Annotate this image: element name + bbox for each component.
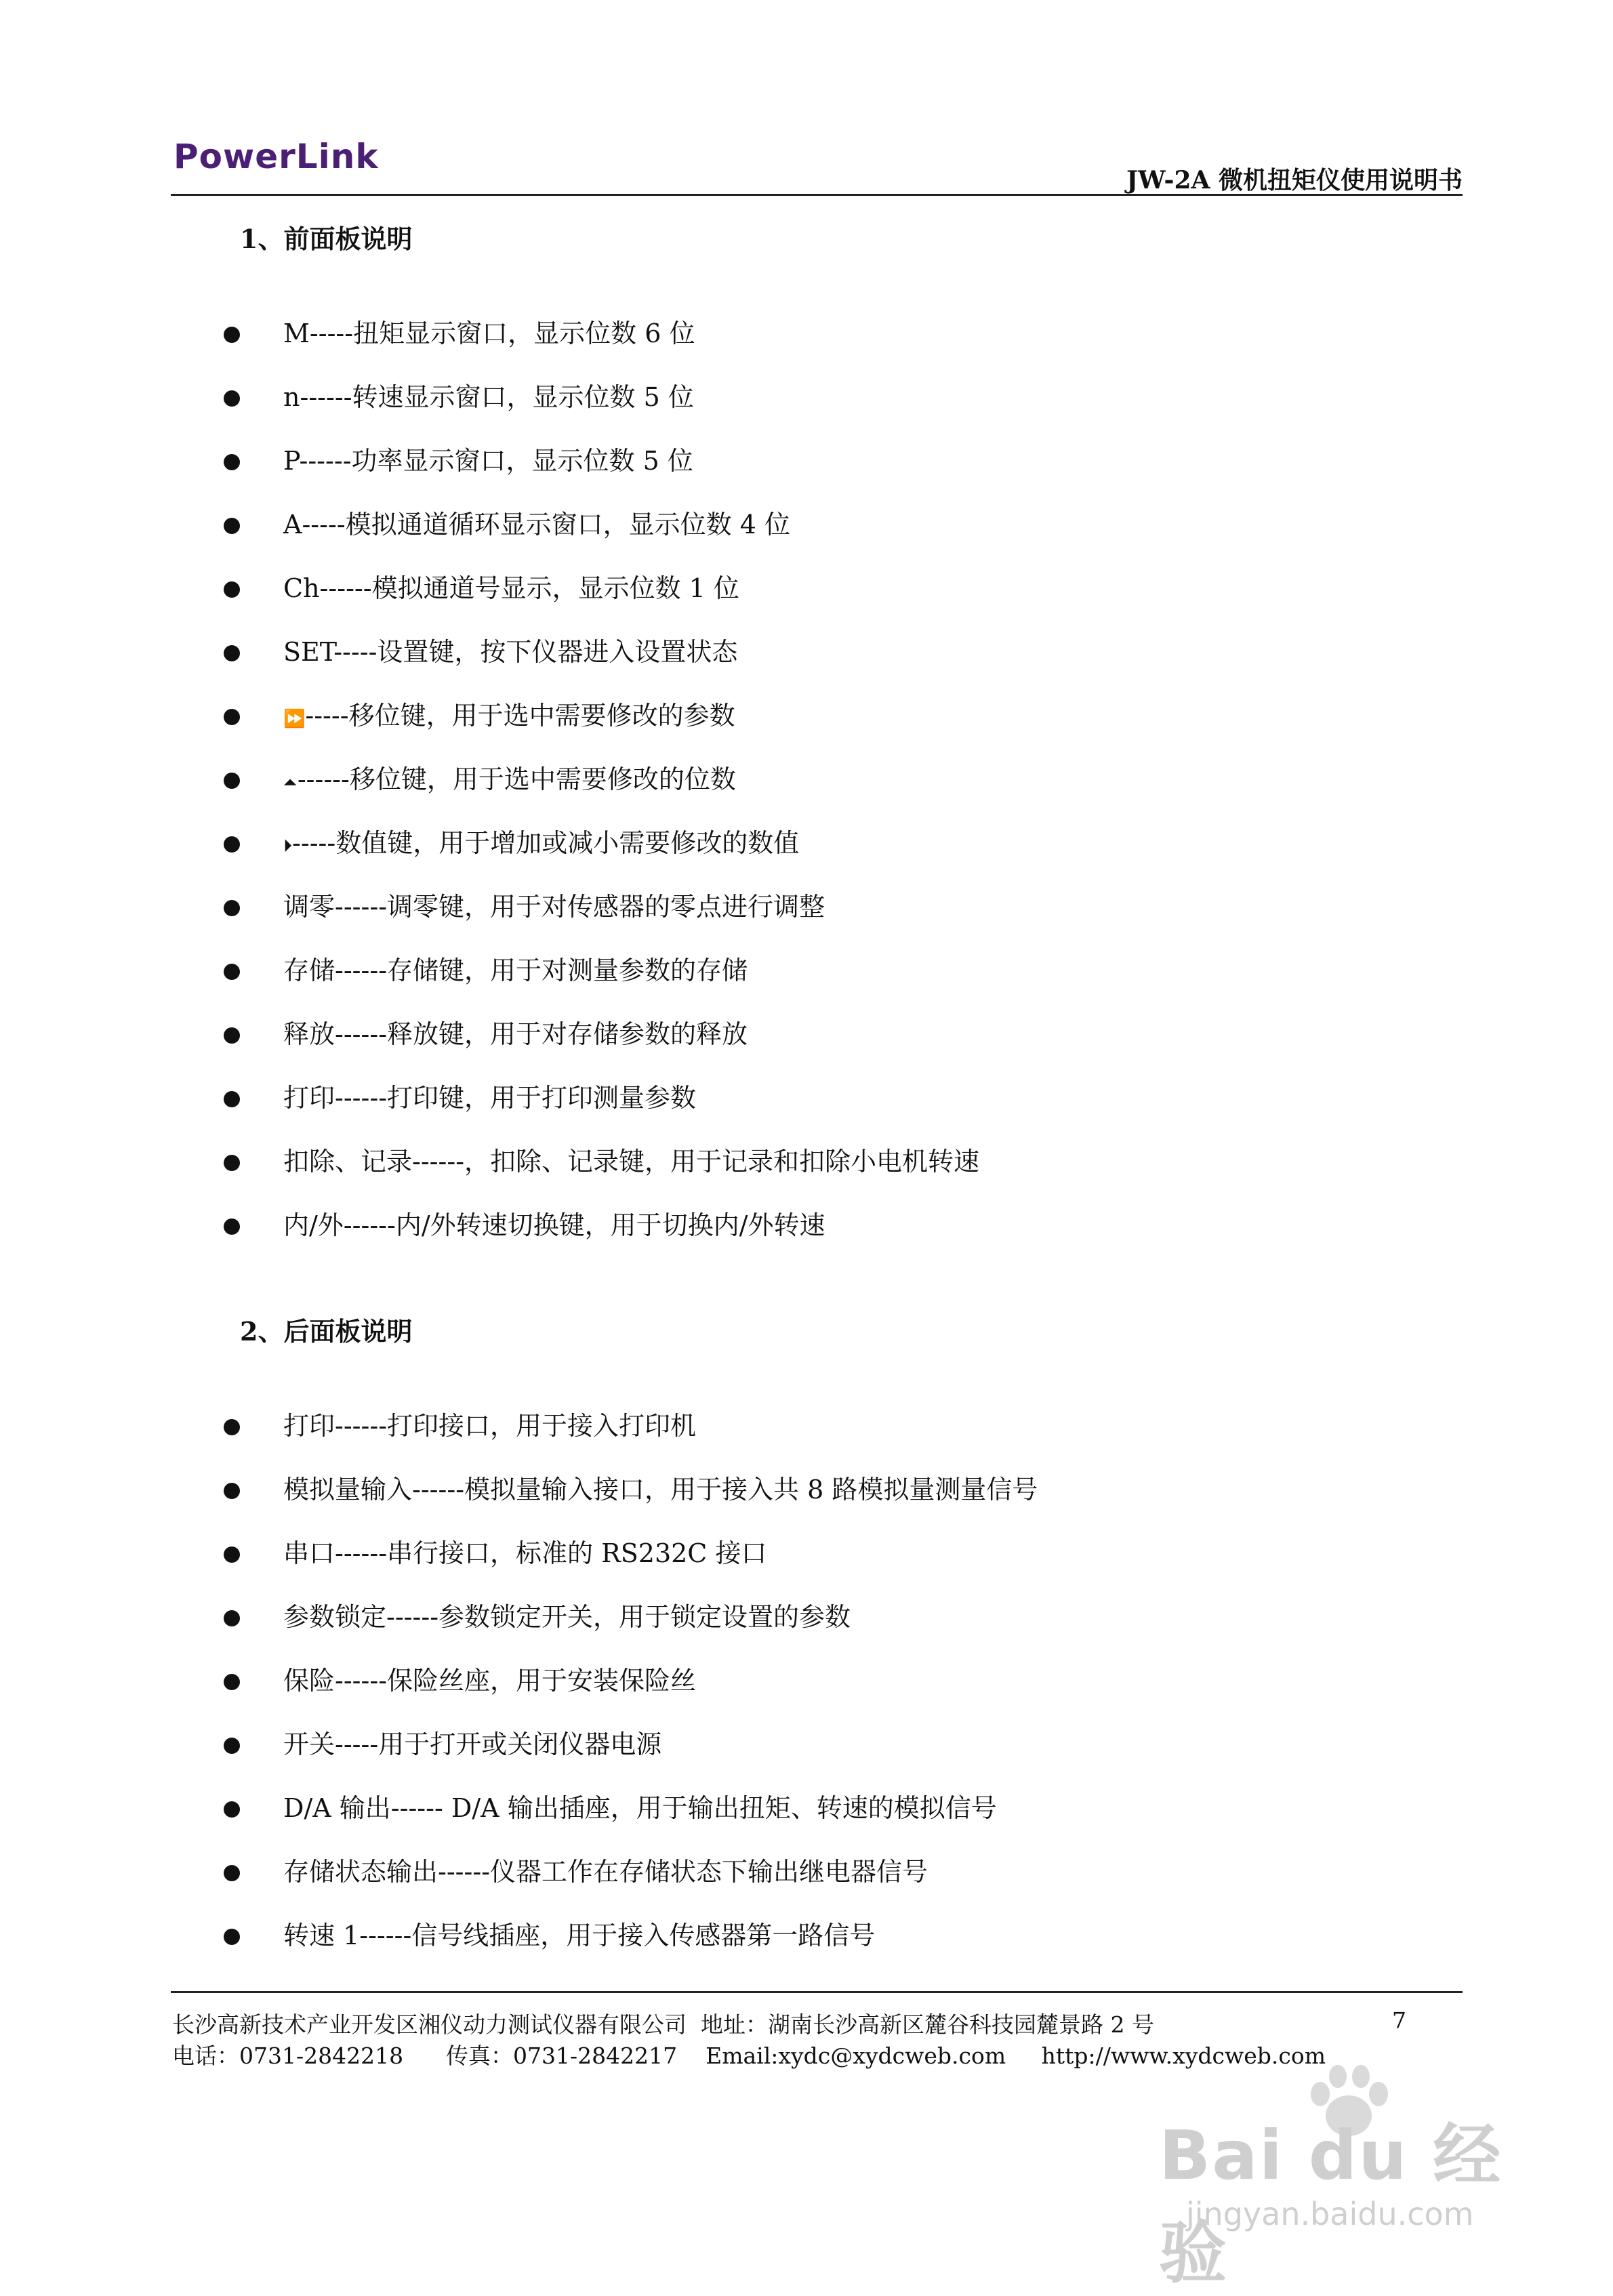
bullet-icon: [224, 900, 240, 916]
bullet-icon: [224, 709, 240, 725]
item-text: D/A 输出------ D/A 输出插座，用于输出扭矩、转速的模拟信号: [283, 1793, 997, 1823]
item-text: 打印------打印接口，用于接入打印机: [283, 1411, 697, 1441]
item-text: 扣除、记录------，扣除、记录键，用于记录和扣除小电机转速: [283, 1147, 980, 1176]
bullet-icon: [224, 1674, 240, 1690]
bullet-icon: [224, 1801, 240, 1818]
item-text: A-----模拟通道循环显示窗口，显示位数 4 位: [283, 510, 790, 539]
bullet-icon: [224, 964, 240, 980]
bullet-icon: [224, 390, 240, 407]
bullet-icon: [224, 454, 240, 470]
bullet-icon: [224, 1155, 240, 1171]
watermark-main-text: Bai du 经验: [1159, 2116, 1503, 2293]
item-text: 打印------打印键，用于打印测量参数: [283, 1083, 697, 1113]
right-triangle-icon: ⏵: [283, 836, 293, 857]
item-text: Ch------模拟通道号显示，显示位数 1 位: [283, 573, 739, 603]
bullet-icon: [224, 1610, 240, 1626]
up-triangle-icon: ⏶: [283, 773, 298, 793]
bullet-icon: [224, 1027, 240, 1044]
company-logo: PowerLink: [173, 137, 379, 176]
item-text: -----移位键，用于选中需要修改的参数: [305, 701, 735, 731]
item-text: 释放------释放键，用于对存储参数的释放: [283, 1019, 748, 1049]
footer-company-address: 长沙高新技术产业开发区湘仪动力测试仪器有限公司 地址：湖南长沙高新区麓谷科技园麓景路 2 号: [172, 2011, 1154, 2038]
item-text: 模拟量输入------模拟量输入接口，用于接入共 8 路模拟量测量信号: [283, 1475, 1038, 1504]
page-number: 7: [1392, 2007, 1406, 2034]
bullet-icon: [224, 1419, 240, 1435]
item-text: 保险------保险丝座，用于安装保险丝: [283, 1666, 697, 1696]
item-text: 开关-----用于打开或关闭仪器电源: [283, 1729, 662, 1759]
bullet-icon: [224, 327, 240, 343]
footer-divider: [171, 1991, 1463, 1993]
item-text: M-----扭矩显示窗口，显示位数 6 位: [283, 319, 695, 348]
watermark-url: jingyan.baidu.com: [1186, 2196, 1474, 2232]
item-text: 参数锁定------参数锁定开关，用于锁定设置的参数: [283, 1602, 851, 1632]
item-text: 转速 1------信号线插座，用于接入传感器第一路信号: [283, 1921, 876, 1950]
bullet-icon: [224, 645, 240, 661]
item-text: ------移位键，用于选中需要修改的位数: [297, 764, 736, 794]
item-text: 存储------存储键，用于对测量参数的存储: [283, 956, 748, 985]
bullet-icon: [224, 581, 240, 598]
section-title-front-panel: 1、前面板说明: [240, 224, 413, 254]
bullet-icon: [224, 1738, 240, 1754]
bullet-icon: [224, 518, 240, 534]
item-text: -----数值键，用于增加或减小需要修改的数值: [292, 828, 800, 858]
baidu-watermark: [1145, 2060, 1525, 2293]
bullet-icon: [224, 1929, 240, 1945]
bullet-icon: [224, 1091, 240, 1107]
item-text: 串口------串行接口，标准的 RS232C 接口: [283, 1538, 767, 1568]
item-text: 内/外------内/外转速切换键，用于切换内/外转速: [283, 1210, 825, 1240]
bullet-icon: [224, 1546, 240, 1563]
item-text: n------转速显示窗口，显示位数 5 位: [283, 382, 694, 412]
bullet-icon: [224, 836, 240, 853]
bullet-icon: [224, 1483, 240, 1499]
item-text: P------功率显示窗口，显示位数 5 位: [283, 446, 693, 476]
item-text: SET-----设置键，按下仪器进入设置状态: [283, 637, 738, 667]
item-text: 存储状态输出------仪器工作在存储状态下输出继电器信号: [283, 1857, 928, 1887]
bullet-icon: [224, 1865, 240, 1881]
fast-forward-icon: ⏩: [283, 709, 306, 729]
section-title-rear-panel: 2、后面板说明: [240, 1316, 413, 1347]
footer-contact: 电话：0731-2842218 传真：0731-2842217 Email:xydc@xydcweb.com http://www.xydcweb.com: [172, 2043, 1326, 2069]
bullet-icon: [224, 1218, 240, 1235]
header-divider: [171, 194, 1463, 196]
bullet-icon: [224, 773, 240, 789]
document-title: JW-2A 微机扭矩仪使用说明书: [1126, 166, 1463, 194]
item-text: 调零------调零键，用于对传感器的零点进行调整: [283, 892, 825, 922]
